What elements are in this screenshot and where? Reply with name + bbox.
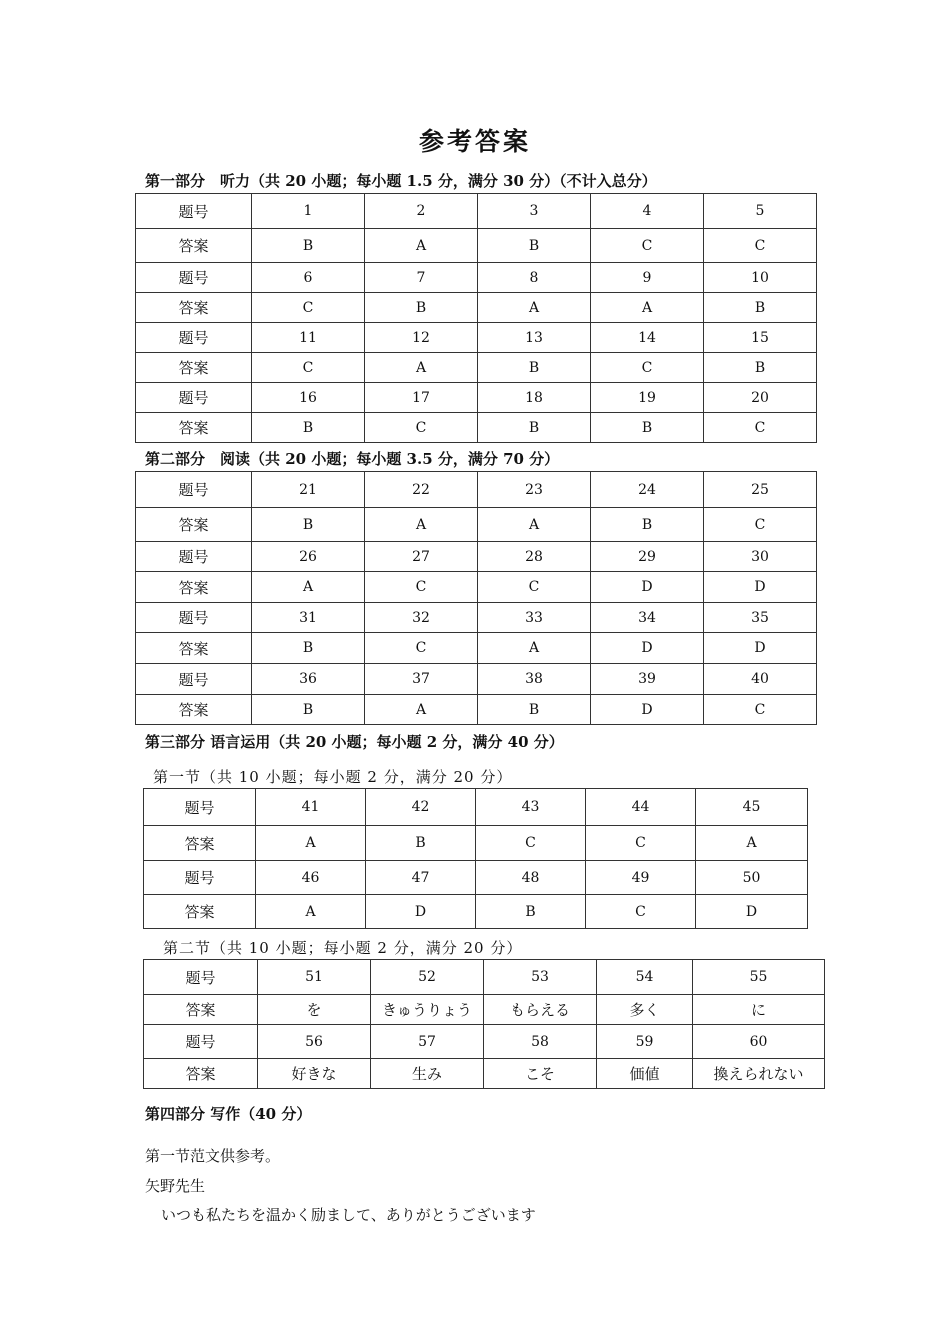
answer-cell: C (252, 293, 365, 323)
answer-cell: D (366, 895, 476, 929)
answer-cell: B (591, 413, 704, 443)
question-number-cell: 14 (591, 323, 704, 353)
question-number-row-label: 题号 (144, 789, 256, 826)
question-number-cell: 36 (252, 664, 365, 695)
answer-cell: C (704, 413, 817, 443)
answer-cell: B (252, 229, 365, 263)
question-number-cell: 48 (476, 861, 586, 895)
answer-cell: A (365, 508, 478, 542)
answer-cell: D (591, 572, 704, 603)
question-number-cell: 12 (365, 323, 478, 353)
question-number-cell: 51 (258, 960, 371, 995)
answer-cell: B (252, 413, 365, 443)
question-number-row-label: 题号 (136, 664, 252, 695)
question-number-row-label: 题号 (144, 960, 258, 995)
answer-row (136, 413, 817, 443)
answer-cell: B (478, 413, 591, 443)
answer-row-label: 答案 (144, 995, 258, 1025)
question-number-cell: 50 (696, 861, 808, 895)
answer-cell: C (476, 826, 586, 861)
question-number-cell: 19 (591, 383, 704, 413)
answer-row-label: 答案 (144, 895, 256, 929)
question-number-row-label: 题号 (136, 323, 252, 353)
question-number-cell: 41 (256, 789, 366, 826)
part1-answer-table (135, 193, 817, 443)
answer-row-label: 答案 (144, 826, 256, 861)
answer-cell: B (252, 695, 365, 725)
answer-cell: B (252, 508, 365, 542)
part4-heading: 第四部分 写作（40 分） (145, 1105, 312, 1123)
letter-salutation: 矢野先生 (145, 1177, 206, 1195)
question-number-cell: 60 (693, 1025, 825, 1059)
question-number-row-label: 题号 (136, 603, 252, 633)
answer-row (136, 695, 817, 725)
question-number-cell: 11 (252, 323, 365, 353)
answer-cell: B (366, 826, 476, 861)
question-number-cell: 22 (365, 472, 478, 508)
answer-row-label: 答案 (136, 572, 252, 603)
question-number-cell: 21 (252, 472, 365, 508)
answer-row (136, 633, 817, 664)
answer-cell: A (365, 353, 478, 383)
question-number-row (136, 542, 817, 572)
question-number-row (144, 1025, 825, 1059)
answer-cell: C (591, 229, 704, 263)
answer-row-label: 答案 (136, 508, 252, 542)
question-number-cell: 54 (597, 960, 693, 995)
answer-cell: C (365, 413, 478, 443)
answer-row-label: 答案 (144, 1059, 258, 1089)
question-number-cell: 40 (704, 664, 817, 695)
question-number-cell: 20 (704, 383, 817, 413)
question-number-cell: 49 (586, 861, 696, 895)
question-number-cell: 59 (597, 1025, 693, 1059)
answer-row (136, 508, 817, 542)
question-number-cell: 31 (252, 603, 365, 633)
question-number-cell: 35 (704, 603, 817, 633)
question-number-row-label: 题号 (136, 383, 252, 413)
answer-row-label: 答案 (136, 353, 252, 383)
answer-row (136, 293, 817, 323)
question-number-cell: 8 (478, 263, 591, 293)
part3-section1-heading: 第一节（共 10 小题；每小题 2 分，满分 20 分） (153, 768, 513, 786)
answer-row (136, 353, 817, 383)
answer-cell: D (591, 633, 704, 664)
part1-heading: 第一部分 听力（共 20 小题；每小题 1.5 分，满分 30 分）（不计入总分） (145, 172, 657, 190)
question-number-row (144, 789, 808, 826)
answer-row (144, 895, 808, 929)
question-number-cell: 16 (252, 383, 365, 413)
answer-cell: もらえる (484, 995, 597, 1025)
question-number-row (136, 383, 817, 413)
question-number-row-label: 题号 (144, 861, 256, 895)
answer-cell: 価値 (597, 1059, 693, 1089)
answer-row-label: 答案 (136, 293, 252, 323)
question-number-cell: 44 (586, 789, 696, 826)
question-number-cell: 17 (365, 383, 478, 413)
question-number-row (136, 263, 817, 293)
question-number-row-label: 题号 (136, 472, 252, 508)
answer-cell: D (704, 633, 817, 664)
question-number-row (136, 603, 817, 633)
question-number-cell: 6 (252, 263, 365, 293)
answer-cell: A (478, 633, 591, 664)
answer-cell: B (476, 895, 586, 929)
question-number-cell: 25 (704, 472, 817, 508)
answer-cell: B (591, 508, 704, 542)
part3-section2-answer-table (143, 959, 825, 1089)
question-number-cell: 4 (591, 194, 704, 229)
question-number-cell: 33 (478, 603, 591, 633)
question-number-cell: 29 (591, 542, 704, 572)
question-number-row-label: 题号 (144, 1025, 258, 1059)
question-number-cell: 38 (478, 664, 591, 695)
part2-heading: 第二部分 阅读（共 20 小题；每小题 3.5 分，满分 70 分） (145, 450, 560, 468)
answer-row-label: 答案 (136, 229, 252, 263)
answer-cell: C (586, 895, 696, 929)
answer-cell: A (478, 508, 591, 542)
question-number-cell: 2 (365, 194, 478, 229)
question-number-row (144, 861, 808, 895)
answer-row (144, 1059, 825, 1089)
answer-row (144, 826, 808, 861)
answer-cell: C (704, 229, 817, 263)
part3-heading: 第三部分 语言运用（共 20 小题；每小题 2 分，满分 40 分） (145, 733, 564, 751)
answer-cell: A (256, 895, 366, 929)
question-number-cell: 5 (704, 194, 817, 229)
question-number-cell: 1 (252, 194, 365, 229)
answer-cell: A (696, 826, 808, 861)
answer-row (136, 229, 817, 263)
question-number-cell: 45 (696, 789, 808, 826)
answer-cell: C (704, 508, 817, 542)
question-number-cell: 3 (478, 194, 591, 229)
question-number-cell: 32 (365, 603, 478, 633)
question-number-row (136, 472, 817, 508)
question-number-cell: 42 (366, 789, 476, 826)
question-number-row-label: 题号 (136, 542, 252, 572)
question-number-cell: 39 (591, 664, 704, 695)
question-number-row-label: 题号 (136, 263, 252, 293)
answer-cell: 換えられない (693, 1059, 825, 1089)
question-number-row (144, 960, 825, 995)
answer-row-label: 答案 (136, 633, 252, 664)
answer-cell: 生み (371, 1059, 484, 1089)
question-number-cell: 37 (365, 664, 478, 695)
answer-row (144, 995, 825, 1025)
answer-cell: C (365, 572, 478, 603)
answer-cell: C (704, 695, 817, 725)
answer-cell: A (365, 229, 478, 263)
answer-cell: 好きな (258, 1059, 371, 1089)
answer-cell: C (478, 572, 591, 603)
question-number-row (136, 664, 817, 695)
question-number-cell: 34 (591, 603, 704, 633)
answer-cell: B (704, 293, 817, 323)
answer-cell: こそ (484, 1059, 597, 1089)
answer-cell: A (252, 572, 365, 603)
answer-cell: A (256, 826, 366, 861)
answer-cell: に (693, 995, 825, 1025)
question-number-cell: 13 (478, 323, 591, 353)
answer-cell: C (365, 633, 478, 664)
answer-cell: きゅうりょう (371, 995, 484, 1025)
question-number-cell: 27 (365, 542, 478, 572)
question-number-cell: 57 (371, 1025, 484, 1059)
document-title: 参考答案 (418, 127, 531, 156)
question-number-cell: 15 (704, 323, 817, 353)
answer-cell: B (252, 633, 365, 664)
answer-row (136, 572, 817, 603)
question-number-cell: 30 (704, 542, 817, 572)
part3-section1-answer-table (143, 788, 808, 929)
answer-cell: を (258, 995, 371, 1025)
question-number-cell: 26 (252, 542, 365, 572)
answer-cell: C (586, 826, 696, 861)
question-number-cell: 9 (591, 263, 704, 293)
question-number-row (136, 194, 817, 229)
answer-cell: B (478, 353, 591, 383)
question-number-cell: 58 (484, 1025, 597, 1059)
letter-body-line: いつも私たちを温かく励まして、ありがとうございます (161, 1206, 536, 1224)
question-number-cell: 56 (258, 1025, 371, 1059)
question-number-cell: 53 (484, 960, 597, 995)
question-number-cell: 43 (476, 789, 586, 826)
answer-cell: D (696, 895, 808, 929)
writing-intro-line: 第一节范文供参考。 (145, 1147, 281, 1165)
answer-cell: A (365, 695, 478, 725)
answer-cell: B (365, 293, 478, 323)
answer-cell: B (478, 695, 591, 725)
part2-answer-table (135, 471, 817, 725)
answer-cell: D (591, 695, 704, 725)
question-number-cell: 47 (366, 861, 476, 895)
answer-cell: 多く (597, 995, 693, 1025)
question-number-cell: 23 (478, 472, 591, 508)
answer-cell: A (591, 293, 704, 323)
question-number-row (136, 323, 817, 353)
answer-cell: C (591, 353, 704, 383)
part3-section2-heading: 第二节（共 10 小题；每小题 2 分，满分 20 分） (163, 939, 523, 957)
answer-cell: A (478, 293, 591, 323)
answer-cell: B (704, 353, 817, 383)
answer-row-label: 答案 (136, 695, 252, 725)
question-number-cell: 46 (256, 861, 366, 895)
answer-cell: C (252, 353, 365, 383)
answer-cell: D (704, 572, 817, 603)
question-number-cell: 28 (478, 542, 591, 572)
answer-cell: B (478, 229, 591, 263)
question-number-cell: 18 (478, 383, 591, 413)
question-number-cell: 52 (371, 960, 484, 995)
question-number-cell: 10 (704, 263, 817, 293)
question-number-cell: 24 (591, 472, 704, 508)
question-number-row-label: 题号 (136, 194, 252, 229)
answer-row-label: 答案 (136, 413, 252, 443)
question-number-cell: 55 (693, 960, 825, 995)
question-number-cell: 7 (365, 263, 478, 293)
